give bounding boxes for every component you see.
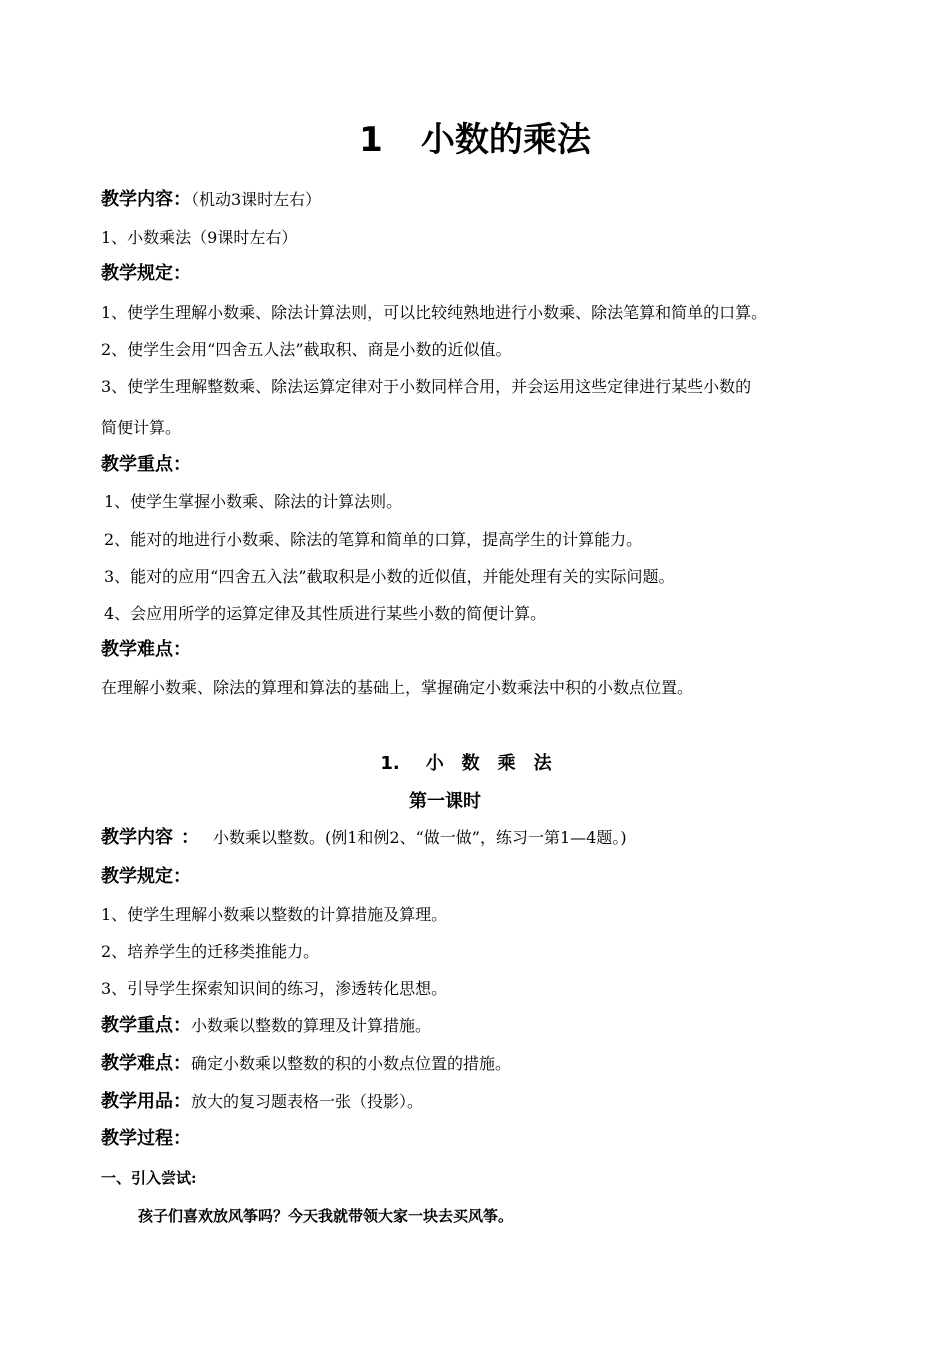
unit-key-item: 1、使学生掌握小数乘、除法的计算法则。	[104, 492, 403, 511]
section-goals-label: 教学规定：	[101, 866, 191, 887]
step1-label: 一、引入尝试:	[101, 1169, 197, 1187]
unit-content-label: 教学内容：	[101, 189, 191, 210]
lesson-title: 第一课时	[409, 791, 481, 812]
unit-goal-item: 简便计算。	[101, 418, 182, 437]
section-materials-label: 教学用品：	[101, 1091, 191, 1112]
section-title: 小数乘法	[425, 753, 570, 774]
section-materials-line	[101, 1091, 423, 1113]
section-content-line	[101, 827, 627, 849]
section-goal-item: 2、培养学生的迁移类推能力。	[101, 942, 320, 961]
unit-goal-item: 3、使学生理解整数乘、除法运算定律对于小数同样合用，并会运用这些定律进行某些小数的	[101, 377, 752, 396]
section-key-label: 教学重点：	[101, 1015, 191, 1036]
section-content-value: 小数乘以整数。(例1和例2、“做一做”，练习一第1—4题。)	[213, 828, 627, 847]
unit-difficulty-text: 在理解小数乘、除法的算理和算法的基础上，掌握确定小数乘法中积的小数点位置。	[101, 678, 694, 697]
title-text: 小数的乘法	[420, 120, 591, 160]
unit-key-item: 2、能对的地进行小数乘、除法的笔算和简单的口算，提高学生的计算能力。	[104, 530, 643, 549]
unit-difficulty-label: 教学难点：	[101, 639, 191, 660]
unit-content-line	[101, 189, 321, 211]
section-heading	[30, 752, 920, 776]
unit-content-item: 1、小数乘法（9课时左右）	[101, 228, 298, 247]
unit-goal-item: 1、使学生理解小数乘、除法计算法则，可以比较纯熟地进行小数乘、除法笔算和简单的口算。	[101, 303, 768, 322]
unit-key-label: 教学重点：	[101, 454, 191, 475]
unit-goals-label: 教学规定：	[101, 263, 191, 284]
title-number: 1	[359, 120, 383, 160]
section-difficulty-value: 确定小数乘以整数的积的小数点位置的措施。	[191, 1054, 512, 1073]
section-goal-item: 3、引导学生探索知识间的练习，渗透转化思想。	[101, 979, 448, 998]
section-difficulty-label: 教学难点：	[101, 1053, 191, 1074]
unit-key-item: 4、会应用所学的运算定律及其性质进行某些小数的简便计算。	[104, 604, 547, 623]
unit-content-value: （机动3课时左右）	[191, 190, 322, 209]
section-content-colon: ：	[181, 827, 199, 848]
unit-key-item: 3、能对的应用“四舍五入法”截取积是小数的近似值，并能处理有关的实际问题。	[104, 567, 675, 586]
section-content-label: 教学内容	[101, 827, 173, 848]
page-title	[0, 118, 950, 162]
section-materials-value: 放大的复习题表格一张（投影）。	[191, 1092, 424, 1111]
unit-goal-item: 2、使学生会用“四舍五人法”截取积、商是小数的近似值。	[101, 340, 512, 359]
section-number: 1.	[380, 753, 400, 774]
section-goal-item: 1、使学生理解小数乘以整数的计算措施及算理。	[101, 905, 448, 924]
section-key-line	[101, 1015, 431, 1037]
step1-text: 孩子们喜欢放风筝吗？今天我就带领大家一块去买风筝。	[138, 1207, 514, 1225]
section-process-label: 教学过程：	[101, 1128, 191, 1149]
section-key-value: 小数乘以整数的算理及计算措施。	[191, 1016, 432, 1035]
section-difficulty-line	[101, 1053, 511, 1075]
